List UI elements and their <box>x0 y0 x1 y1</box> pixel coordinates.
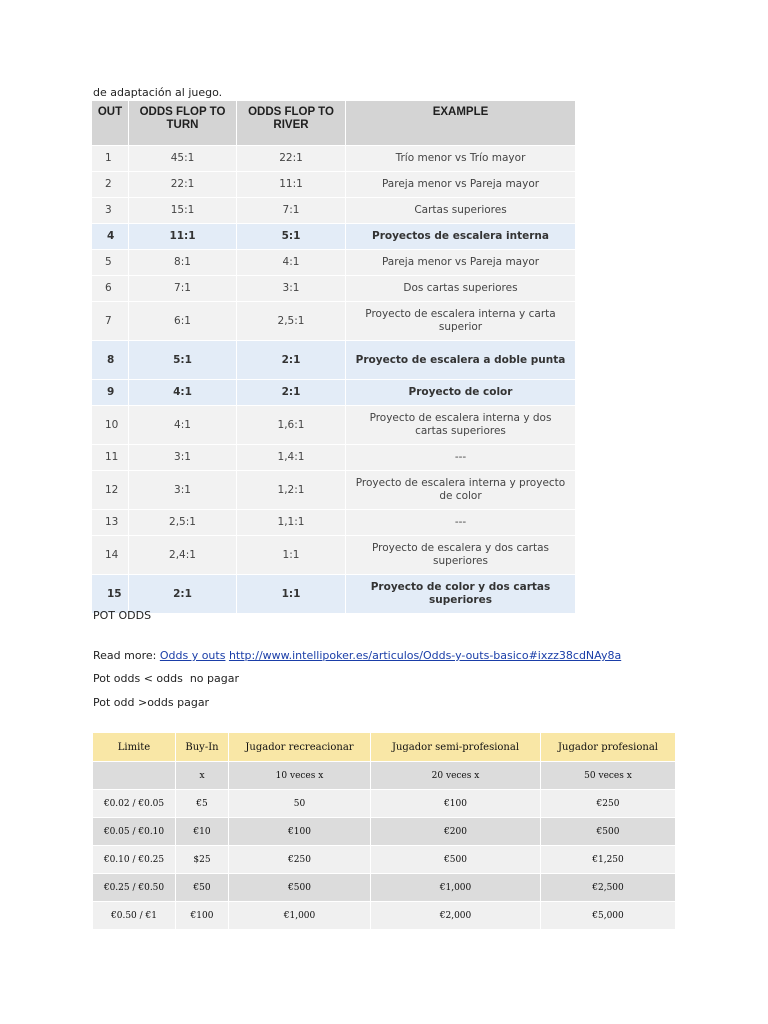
buy-in-cell: €5 <box>176 790 229 818</box>
river-odds-cell: 1,4:1 <box>237 445 346 471</box>
stakes-header-row <box>93 733 676 762</box>
river-odds-cell: 11:1 <box>237 172 346 198</box>
out-cell: 11 <box>92 445 129 471</box>
example-cell: Proyecto de color <box>346 380 576 406</box>
table-row-highlighted <box>92 575 576 614</box>
header-example: EXAMPLE <box>346 101 576 146</box>
table-row <box>93 846 676 874</box>
example-cell: Proyectos de escalera interna <box>346 224 576 250</box>
header-limite: Limite <box>93 733 176 762</box>
river-odds-cell: 22:1 <box>237 146 346 172</box>
limit-cell: €0.02 / €0.05 <box>93 790 176 818</box>
table-row <box>92 172 576 198</box>
turn-odds-cell: 6:1 <box>129 302 237 341</box>
semi-pro-cell: €1,000 <box>371 874 541 902</box>
example-cell: Proyecto de escalera interna y proyecto de color <box>346 471 576 510</box>
turn-odds-cell: 3:1 <box>129 445 237 471</box>
river-odds-cell: 2,5:1 <box>237 302 346 341</box>
semi-pro-cell: €2,000 <box>371 902 541 930</box>
river-odds-cell: 7:1 <box>237 198 346 224</box>
recreational-cell: 50 <box>229 790 371 818</box>
table-row <box>92 536 576 575</box>
table-row <box>93 902 676 930</box>
recreational-cell: €500 <box>229 874 371 902</box>
pot-odds-heading: POT ODDS <box>93 609 152 622</box>
turn-odds-cell: 15:1 <box>129 198 237 224</box>
river-odds-cell: 4:1 <box>237 250 346 276</box>
out-cell: 2 <box>92 172 129 198</box>
limit-cell: €0.10 / €0.25 <box>93 846 176 874</box>
pro-cell: €2,500 <box>541 874 676 902</box>
table-row <box>92 510 576 536</box>
river-odds-cell: 3:1 <box>237 276 346 302</box>
example-cell: --- <box>346 510 576 536</box>
river-odds-cell: 1:1 <box>237 536 346 575</box>
limit-cell: €0.25 / €0.50 <box>93 874 176 902</box>
table-row <box>92 198 576 224</box>
turn-odds-cell: 4:1 <box>129 406 237 445</box>
intellipoker-url-link[interactable]: http://www.intellipoker.es/articulos/Odds-y-outs-basico#ixzz38cdNAy8a <box>228 649 622 662</box>
example-cell: --- <box>346 445 576 471</box>
out-cell: 9 <box>92 380 129 406</box>
header-flop-to-turn: ODDS FLOP TO TURN <box>129 101 237 146</box>
turn-odds-cell: 22:1 <box>129 172 237 198</box>
pro-cell: €5,000 <box>541 902 676 930</box>
example-cell: Pareja menor vs Pareja mayor <box>346 172 576 198</box>
river-odds-cell: 1,2:1 <box>237 471 346 510</box>
pro-cell: €250 <box>541 790 676 818</box>
buy-in-cell: €100 <box>176 902 229 930</box>
out-cell: 6 <box>92 276 129 302</box>
pot-odds-rule-pay <box>93 696 209 709</box>
read-more-label: Read more: <box>93 649 157 662</box>
header-flop-to-river: ODDS FLOP TO RIVER <box>237 101 346 146</box>
river-odds-cell: 2:1 <box>237 380 346 406</box>
turn-odds-cell: 7:1 <box>129 276 237 302</box>
example-cell: Proyecto de color y dos cartas superiores <box>346 575 576 614</box>
recreational-cell: €1,000 <box>229 902 371 930</box>
pro-cell: €1,250 <box>541 846 676 874</box>
table-row <box>93 818 676 846</box>
table-row <box>92 250 576 276</box>
semi-pro-cell: €100 <box>371 790 541 818</box>
out-cell: 4 <box>92 224 129 250</box>
table-row <box>92 146 576 172</box>
table-row <box>93 762 676 790</box>
turn-odds-cell: 11:1 <box>129 224 237 250</box>
semi-pro-cell: 20 veces x <box>371 762 541 790</box>
river-odds-cell: 1,6:1 <box>237 406 346 445</box>
header-buy-in: Buy-In <box>176 733 229 762</box>
table-row <box>92 302 576 341</box>
turn-odds-cell: 4:1 <box>129 380 237 406</box>
limit-cell: €0.05 / €0.10 <box>93 818 176 846</box>
table-row <box>92 471 576 510</box>
table-row <box>92 276 576 302</box>
turn-odds-cell: 3:1 <box>129 471 237 510</box>
table-row <box>92 406 576 445</box>
bankroll-stakes-table <box>92 732 676 930</box>
example-cell: Pareja menor vs Pareja mayor <box>346 250 576 276</box>
out-cell: 1 <box>92 146 129 172</box>
example-cell: Proyecto de escalera interna y dos cartas superiores <box>346 406 576 445</box>
outs-odds-table <box>91 100 576 614</box>
example-cell: Proyecto de escalera y dos cartas superiores <box>346 536 576 575</box>
semi-pro-cell: €200 <box>371 818 541 846</box>
pot-odds-rule-no-pay <box>93 672 239 685</box>
outs-header-row <box>92 101 576 146</box>
example-cell: Proyecto de escalera a doble punta <box>346 341 576 380</box>
table-row <box>93 790 676 818</box>
odds-y-outs-link[interactable]: Odds y outs <box>159 649 226 662</box>
example-cell: Cartas superiores <box>346 198 576 224</box>
buy-in-cell: x <box>176 762 229 790</box>
recreational-cell: €100 <box>229 818 371 846</box>
out-cell: 15 <box>92 575 129 614</box>
intro-text: de adaptación al juego. <box>93 86 223 99</box>
buy-in-cell: $25 <box>176 846 229 874</box>
turn-odds-cell: 2,4:1 <box>129 536 237 575</box>
out-cell: 14 <box>92 536 129 575</box>
turn-odds-cell: 2:1 <box>129 575 237 614</box>
river-odds-cell: 1:1 <box>237 575 346 614</box>
semi-pro-cell: €500 <box>371 846 541 874</box>
out-cell: 5 <box>92 250 129 276</box>
turn-odds-cell: 8:1 <box>129 250 237 276</box>
out-cell: 12 <box>92 471 129 510</box>
header-out: OUT <box>92 101 129 146</box>
buy-in-cell: €50 <box>176 874 229 902</box>
limit-cell: €0.50 / €1 <box>93 902 176 930</box>
river-odds-cell: 1,1:1 <box>237 510 346 536</box>
out-cell: 8 <box>92 341 129 380</box>
table-row <box>92 445 576 471</box>
header-pro: Jugador profesional <box>541 733 676 762</box>
buy-in-cell: €10 <box>176 818 229 846</box>
read-more-line <box>93 649 621 662</box>
table-row-highlighted <box>92 224 576 250</box>
pro-cell: €500 <box>541 818 676 846</box>
out-cell: 13 <box>92 510 129 536</box>
turn-odds-cell: 2,5:1 <box>129 510 237 536</box>
table-row <box>93 874 676 902</box>
table-row-highlighted <box>92 380 576 406</box>
river-odds-cell: 5:1 <box>237 224 346 250</box>
turn-odds-cell: 5:1 <box>129 341 237 380</box>
turn-odds-cell: 45:1 <box>129 146 237 172</box>
header-semi-pro: Jugador semi-profesional <box>371 733 541 762</box>
out-cell: 10 <box>92 406 129 445</box>
example-cell: Proyecto de escalera interna y carta superior <box>346 302 576 341</box>
recreational-cell: 10 veces x <box>229 762 371 790</box>
recreational-cell: €250 <box>229 846 371 874</box>
table-row-highlighted <box>92 341 576 380</box>
out-cell: 3 <box>92 198 129 224</box>
rule-2-text: Pot odd >odds pagar <box>93 696 210 709</box>
limit-cell <box>93 762 176 790</box>
example-cell: Trío menor vs Trío mayor <box>346 146 576 172</box>
header-recreational: Jugador recreacionar <box>229 733 371 762</box>
out-cell: 7 <box>92 302 129 341</box>
pro-cell: 50 veces x <box>541 762 676 790</box>
river-odds-cell: 2:1 <box>237 341 346 380</box>
example-cell: Dos cartas superiores <box>346 276 576 302</box>
rule-1-text: Pot odds < odds no pagar <box>93 672 240 685</box>
